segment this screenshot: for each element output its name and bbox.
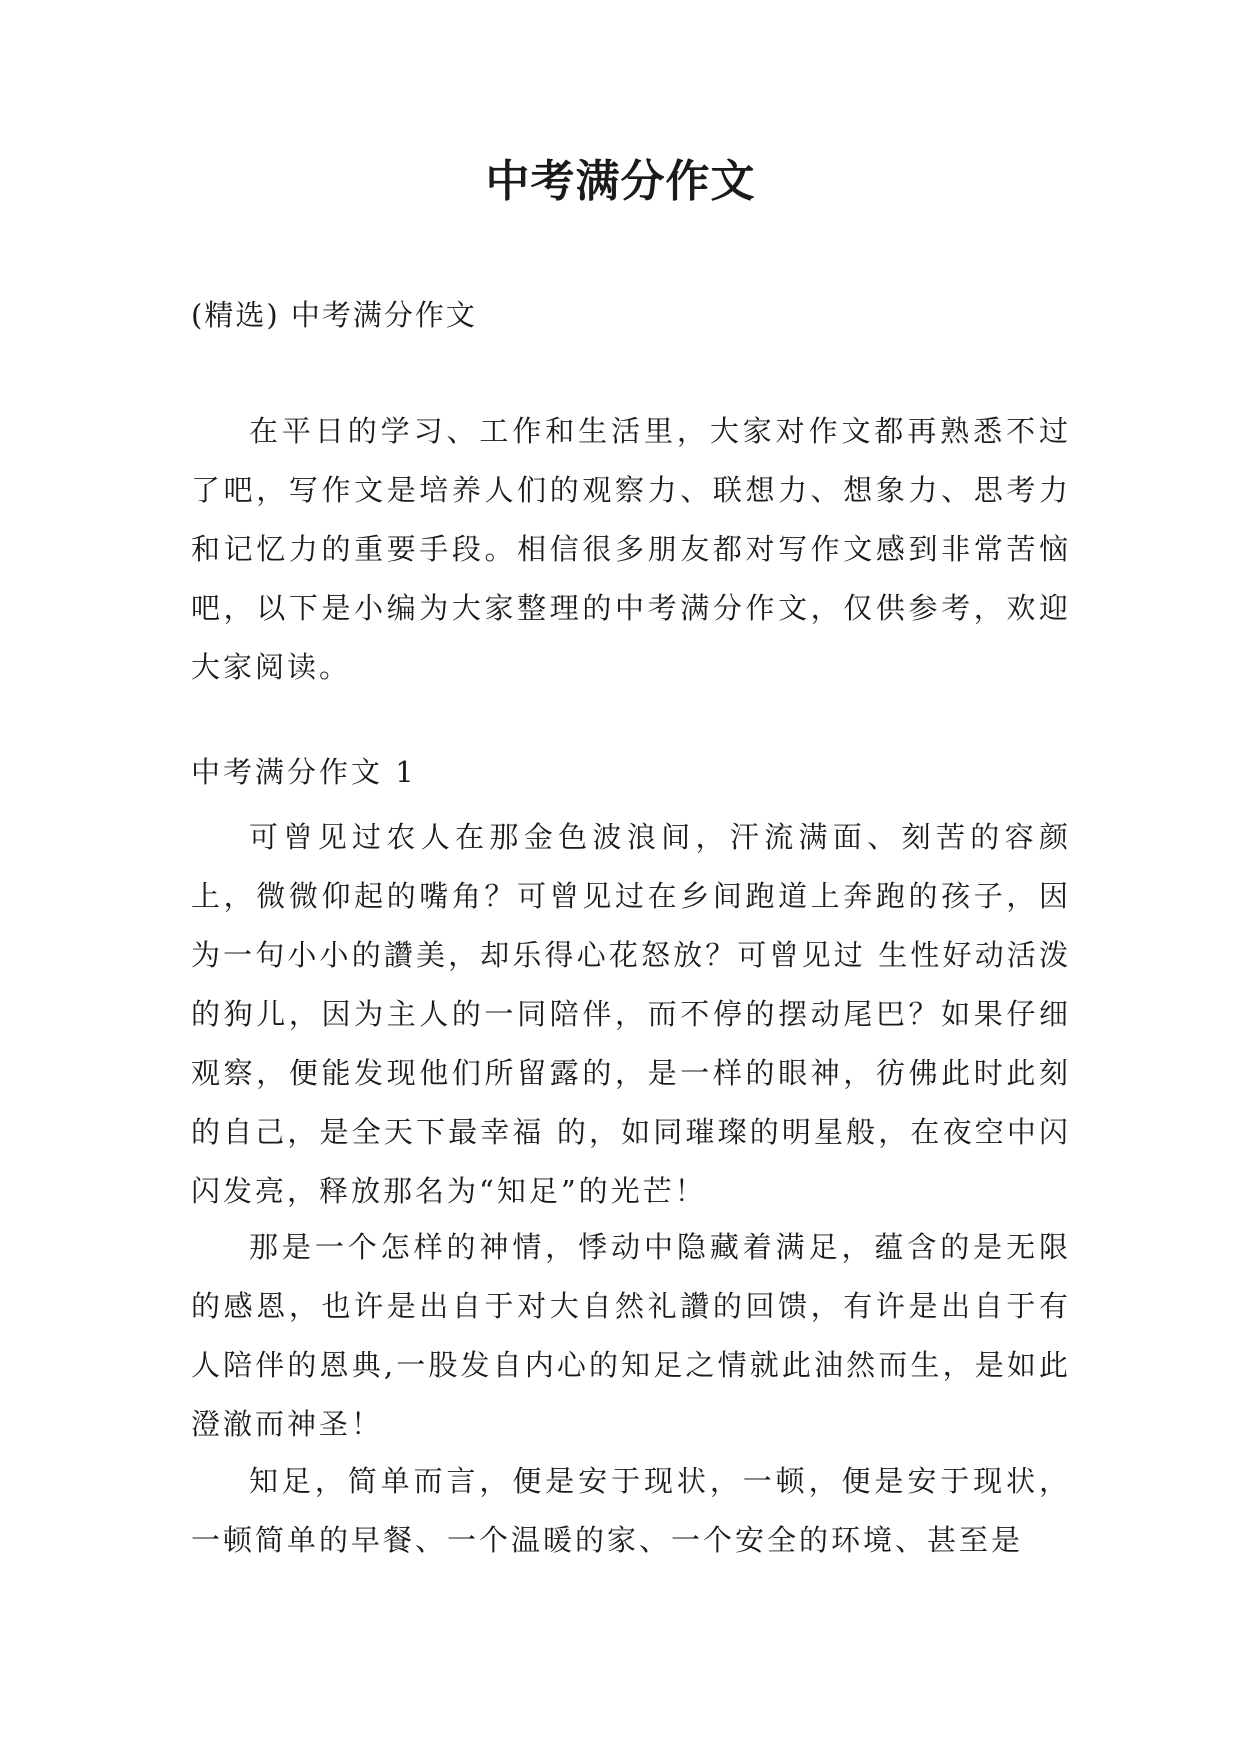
essay-paragraph: 知足，简单而言，便是安于现状，一顿，便是安于现状，一顿简单的早餐、一个温暖的家、一个安全的环境、甚至是 (191, 1464, 1071, 1557)
document-title: 中考满分作文 (485, 156, 756, 207)
essay-paragraph: 那是一个怎样的神情，悸动中隐藏着满足，蕴含的是无限的感恩，也许是出自于对大自然礼讚的回馈，有许是出自于有人陪伴的恩典,一股发自内心的知足之情就此油然而生，是如此澄澈而神圣！ (191, 1230, 1071, 1441)
intro-paragraph: 在平日的学习、工作和生活里，大家对作文都再熟悉不过了吧，写作文是培养人们的观察力、联想力、想象力、思考力和记忆力的重要手段。相信很多朋友都对写作文感到非常苦恼吧，以下是小编为大家整理的中考满分作文，仅供参考，欢迎大家阅读。 (191, 414, 1071, 684)
essay-heading: 中考满分作文 1 (191, 755, 417, 789)
essay-paragraph: 可曾见过农人在那金色波浪间，汗流满面、刻苦的容颜上，微微仰起的嘴角？可曾见过在乡间跑道上奔跑的孩子，因为一句小小的讚美，却乐得心花怒放？可曾见过 生性好动活泼的狗儿，因为主人的一同陪伴，而不停的摆动尾巴？如果仔细观察，便能发现他们所留露的，是一样的眼神，彷佛此时此刻的自己，是全天下最幸福 的，如同璀璨的明星般，在夜空中闪闪发亮，释放那名为“知足”的光芒！ (191, 820, 1071, 1208)
document-subtitle: (精选) 中考满分作文 (191, 298, 477, 332)
